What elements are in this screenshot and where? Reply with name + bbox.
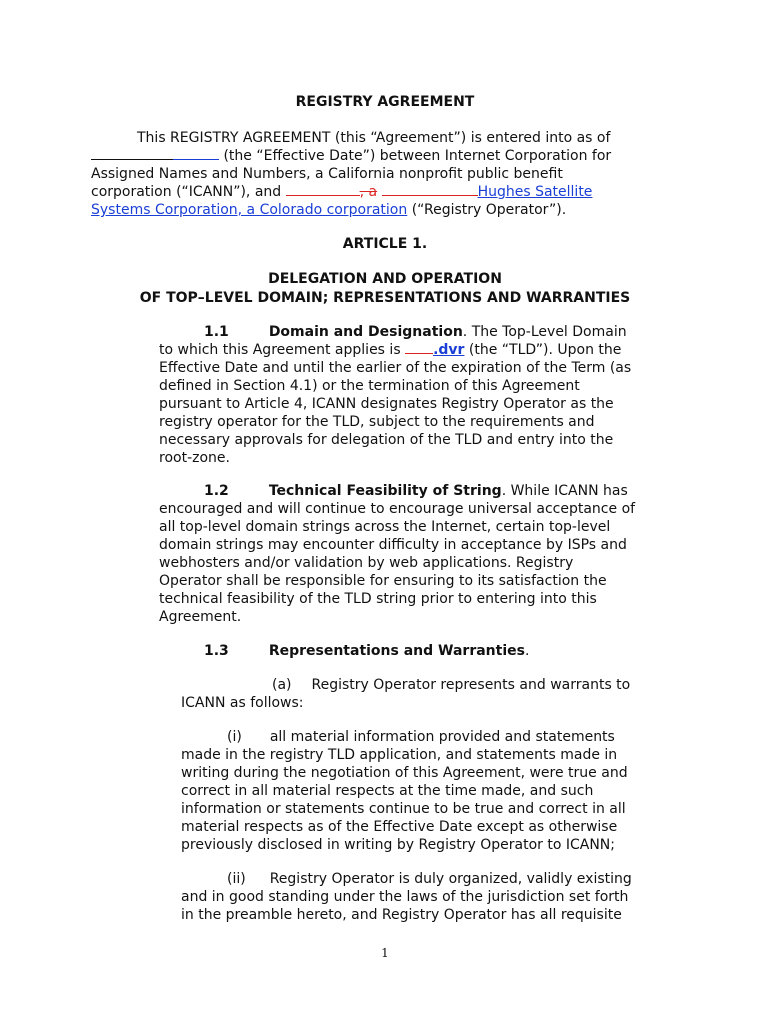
deleted-blank-line-3	[405, 344, 433, 354]
article-heading-2: OF TOP–LEVEL DOMAIN; REPRESENTATIONS AND WARRANTIES	[139, 290, 631, 306]
clause-i-line: previously disclosed in writing by Registry Operator to ICANN;	[181, 837, 615, 853]
clause-i-line-1: (i) all material information provided and statements	[227, 729, 615, 745]
clause-i-line: information or statements continue to be true and correct in all	[181, 801, 626, 817]
article-heading-1: DELEGATION AND OPERATION	[268, 271, 502, 287]
section-1-1-line: root-zone.	[159, 450, 230, 466]
section-1-2-line: technical feasibility of the TLD string prior to entering into this	[159, 591, 597, 607]
clause-ii-line-1: (ii) Registry Operator is duly organized, validly existing	[227, 871, 632, 887]
clause-ii-line: in the preamble hereto, and Registry Operator has all requisite	[181, 907, 622, 923]
deleted-blank-line	[286, 186, 360, 196]
clause-ii-line: and in good standing under the laws of the jurisdiction set forth	[181, 889, 629, 905]
inserted-blank-line	[173, 147, 219, 160]
section-1-2-heading: 1.2 Technical Feasibility of String. While ICANN has	[204, 483, 628, 499]
inserted-text-2: Systems Corporation, a Colorado corporation	[91, 202, 408, 218]
section-1-2-line: encouraged and will continue to encourage universal acceptance of	[159, 501, 636, 517]
document-title: REGISTRY AGREEMENT	[295, 94, 475, 110]
section-1-2-line: Operator shall be responsible for ensuring to its satisfaction the	[159, 573, 607, 589]
tld-name: .dvr	[433, 342, 465, 358]
section-1-2-line: Agreement.	[159, 609, 242, 625]
section-1-2-line: webhosters and/or validation by web applications. Registry	[159, 555, 574, 571]
inserted-text: Hughes Satellite	[477, 184, 593, 200]
section-1-1-line: pursuant to Article 4, ICANN designates Registry Operator as the	[159, 396, 614, 412]
section-1-1-line-2: to which this Agreement applies is .dvr (the “TLD”). Upon the	[159, 342, 622, 358]
intro-line-3: Assigned Names and Numbers, a California nonprofit public benefit	[91, 166, 563, 182]
section-1-1-line: Effective Date and until the earlier of the expiration of the Term (as	[159, 360, 632, 376]
clause-i-line: correct in all material respects at the time made, and such	[181, 783, 594, 799]
intro-line-1: This REGISTRY AGREEMENT (this “Agreement”) is entered into as of	[137, 130, 611, 146]
section-1-1-line: necessary approvals for delegation of the TLD and entry into the	[159, 432, 614, 448]
intro-line-4: corporation (“ICANN”), and , a Hughes Satellite	[91, 184, 593, 200]
page-number: 1	[381, 946, 389, 960]
article-number: ARTICLE 1.	[342, 236, 428, 252]
deleted-blank-line-2	[382, 186, 478, 196]
section-1-2-line: all top-level domain strings across the Internet, certain top-level	[159, 519, 611, 535]
clause-i-line: made in the registry TLD application, and statements made in	[181, 747, 618, 763]
clause-i-line: material respects as of the Effective Date except as otherwise	[181, 819, 618, 835]
section-1-3-heading: 1.3 Representations and Warranties.	[204, 643, 530, 659]
intro-line-5: Systems Corporation, a Colorado corporation (“Registry Operator”).	[91, 202, 567, 218]
section-1-1-line: registry operator for the TLD, subject to the requirements and	[159, 414, 595, 430]
deleted-text: , a	[359, 184, 378, 200]
section-1-1-heading: 1.1 Domain and Designation. The Top-Level Domain	[204, 324, 627, 340]
section-1-1-line: defined in Section 4.1) or the termination of this Agreement	[159, 378, 580, 394]
clause-i-line: writing during the negotiation of this Agreement, were true and	[181, 765, 628, 781]
clause-a-line-1: (a) Registry Operator represents and warrants to	[272, 677, 631, 693]
clause-a-line-2: ICANN as follows:	[181, 695, 304, 711]
intro-line-2: (the “Effective Date”) between Internet Corporation for	[91, 147, 611, 165]
blank-line	[91, 147, 173, 160]
section-1-2-line: domain strings may encounter difficulty in acceptance by ISPs and	[159, 537, 627, 553]
